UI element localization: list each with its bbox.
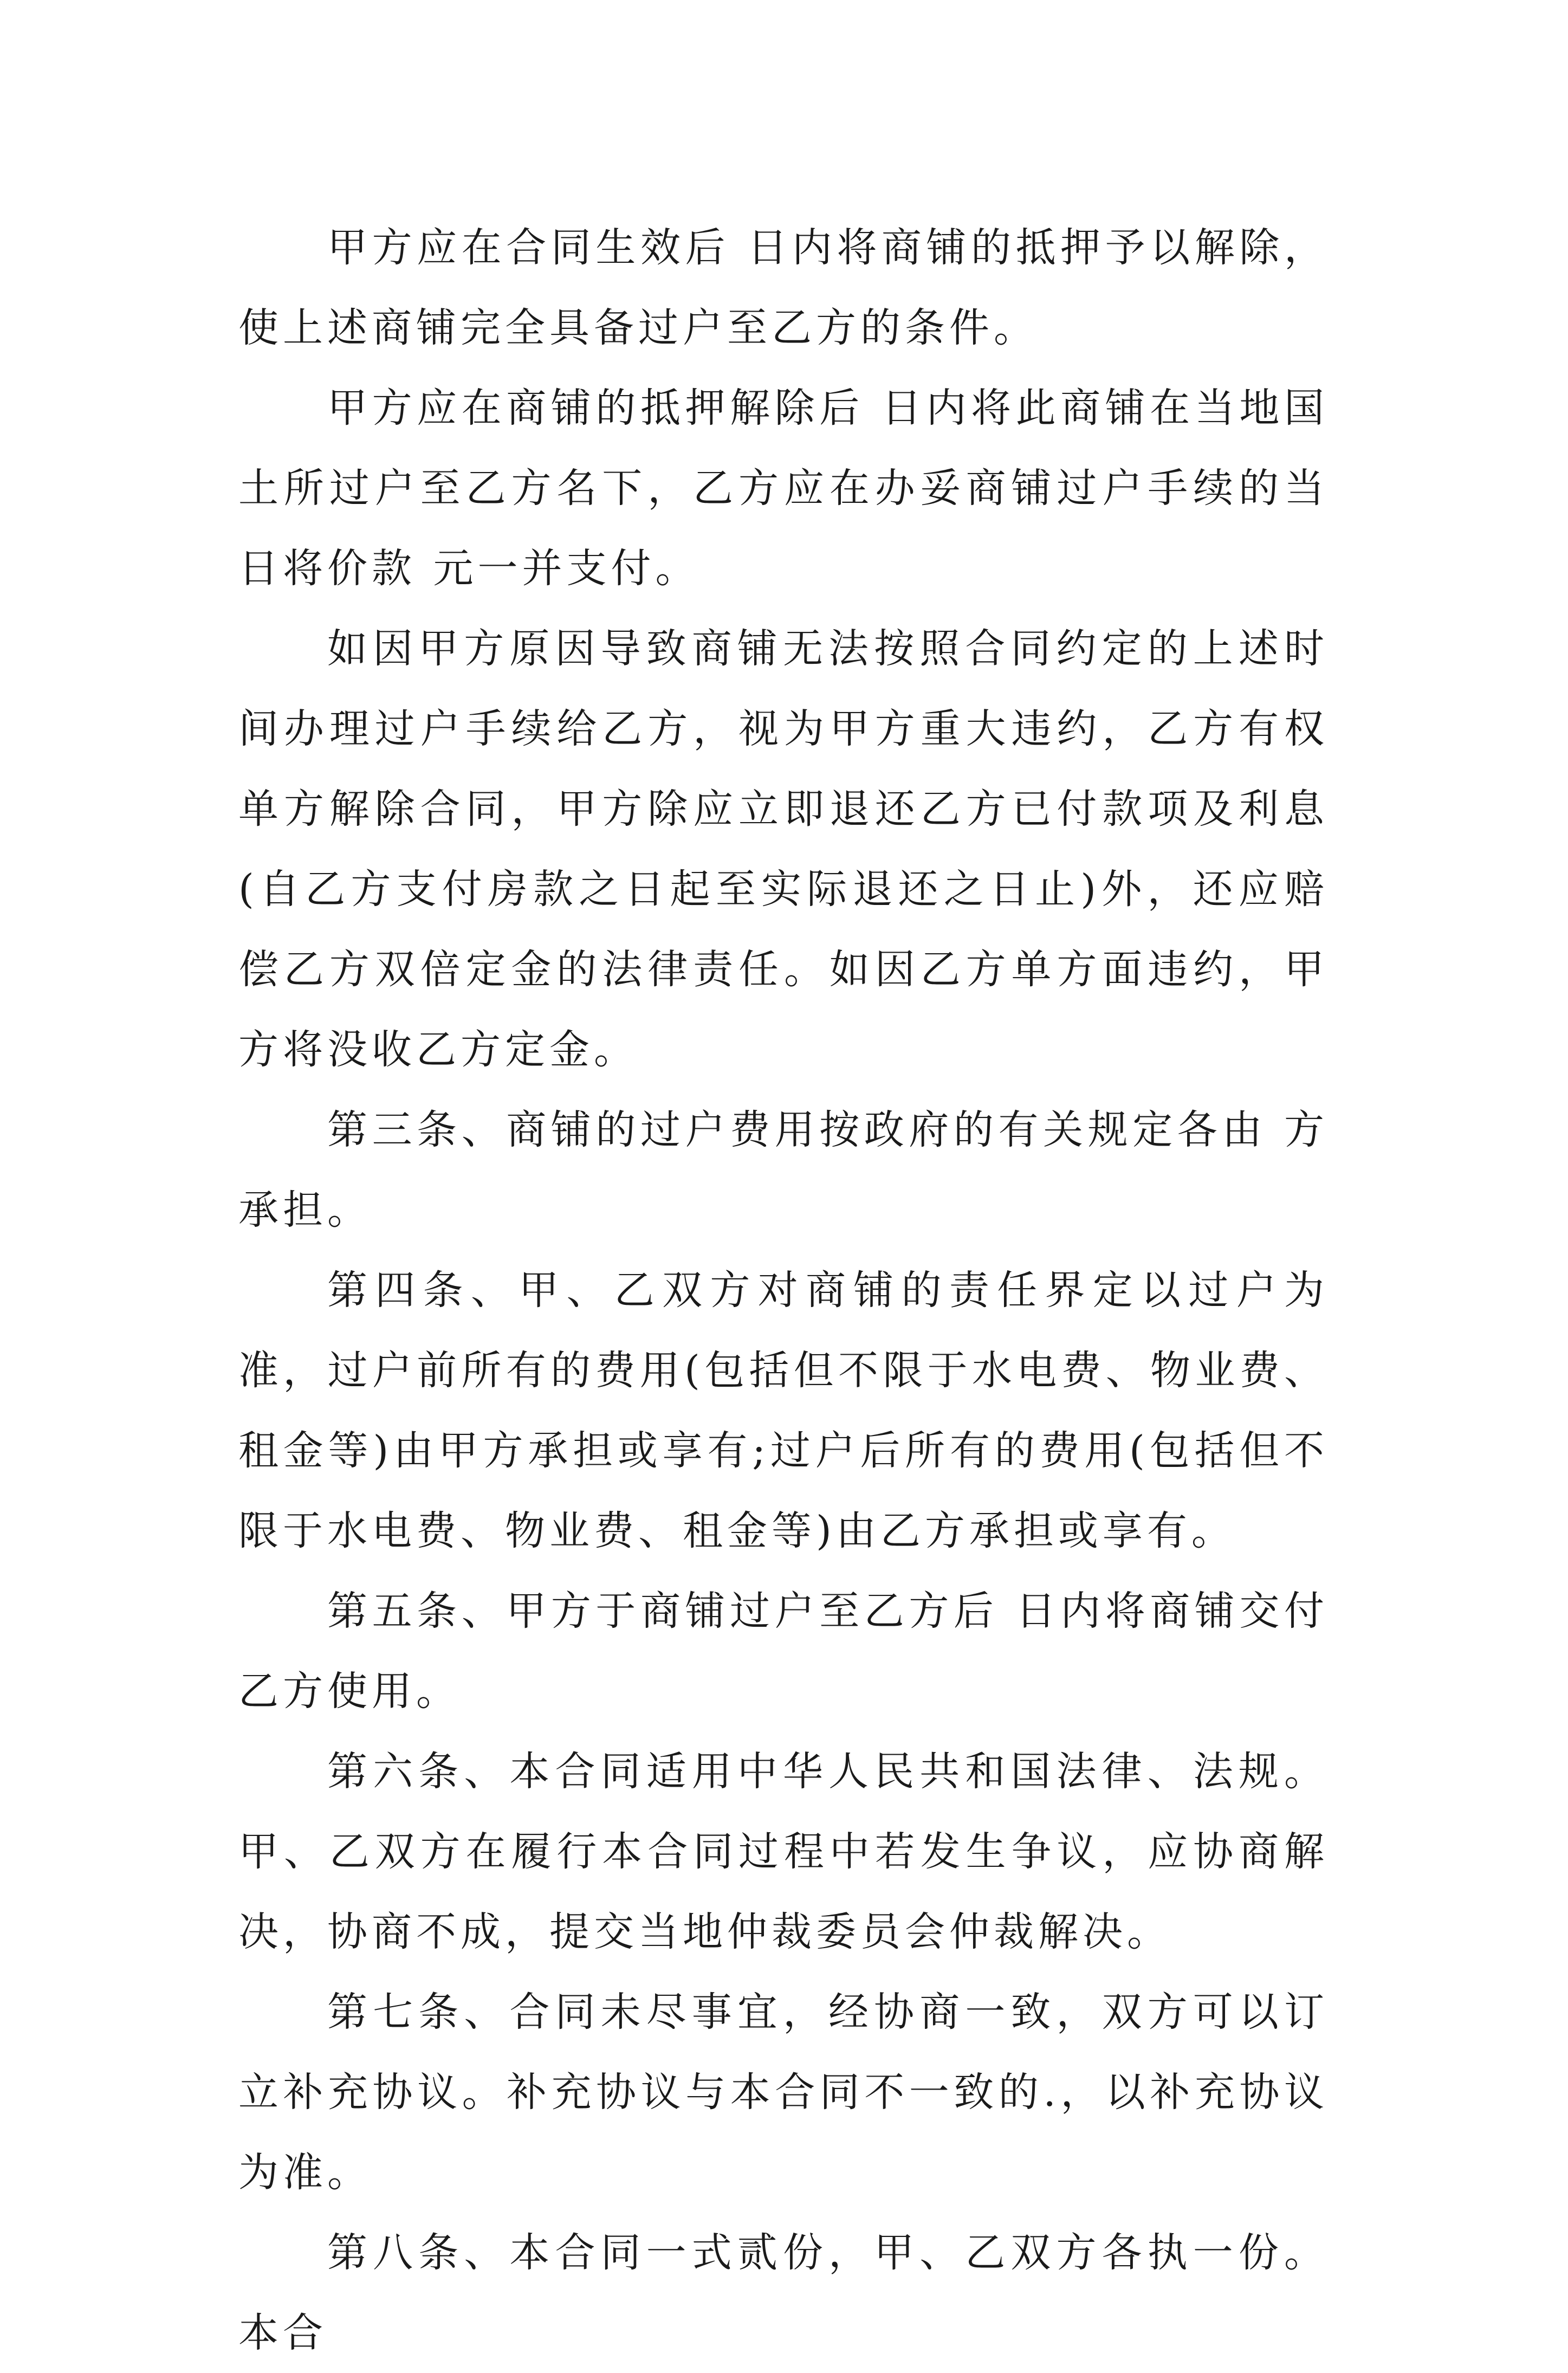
paragraph-article-6: 第六条、本合同适用中华人民共和国法律、法规。甲、乙双方在履行本合同过程中若发生争议，应协商解决，协商不成，提交当地仲裁委员会仲裁解决。 bbox=[238, 1748, 1329, 1955]
paragraph-article-8: 第八条、本合同一式贰份，甲、乙双方各执一份。本合 bbox=[238, 2229, 1329, 2356]
paragraph-transfer-payment: 甲方应在商铺的抵押解除后 日内将此商铺在当地国土所过户至乙方名下，乙方应在办妥商铺过户手续的当日将价款 元一并支付。 bbox=[238, 385, 1329, 592]
paragraph-article-7: 第七条、合同未尽事宜，经协商一致，双方可以订立补充协议。补充协议与本合同不一致的.，以补充协议为准。 bbox=[238, 1989, 1329, 2196]
paragraph-article-4: 第四条、甲、乙双方对商铺的责任界定以过户为准，过户前所有的费用(包括但不限于水电费、物业费、租金等)由甲方承担或享有;过户后所有的费用(包括但不限于水电费、物业费、租金等)由乙方承担或享有。 bbox=[238, 1267, 1329, 1554]
paragraph-breach-liability: 如因甲方原因导致商铺无法按照合同约定的上述时间办理过户手续给乙方，视为甲方重大违约，乙方有权单方解除合同，甲方除应立即退还乙方已付款项及利息(自乙方支付房款之日起至实际退还之日止)外，还应赔偿乙方双倍定金的法律责任。如因乙方单方面违约，甲方将没收乙方定金。 bbox=[238, 625, 1329, 1073]
paragraph-mortgage-release: 甲方应在合同生效后 日内将商铺的抵押予以解除，使上述商铺完全具备过户至乙方的条件。 bbox=[238, 224, 1329, 351]
paragraph-article-5: 第五条、甲方于商铺过户至乙方后 日内将商铺交付乙方使用。 bbox=[238, 1588, 1329, 1715]
paragraph-article-3: 第三条、商铺的过户费用按政府的有关规定各由 方承担。 bbox=[238, 1107, 1329, 1233]
contract-body bbox=[238, 208, 1329, 2373]
